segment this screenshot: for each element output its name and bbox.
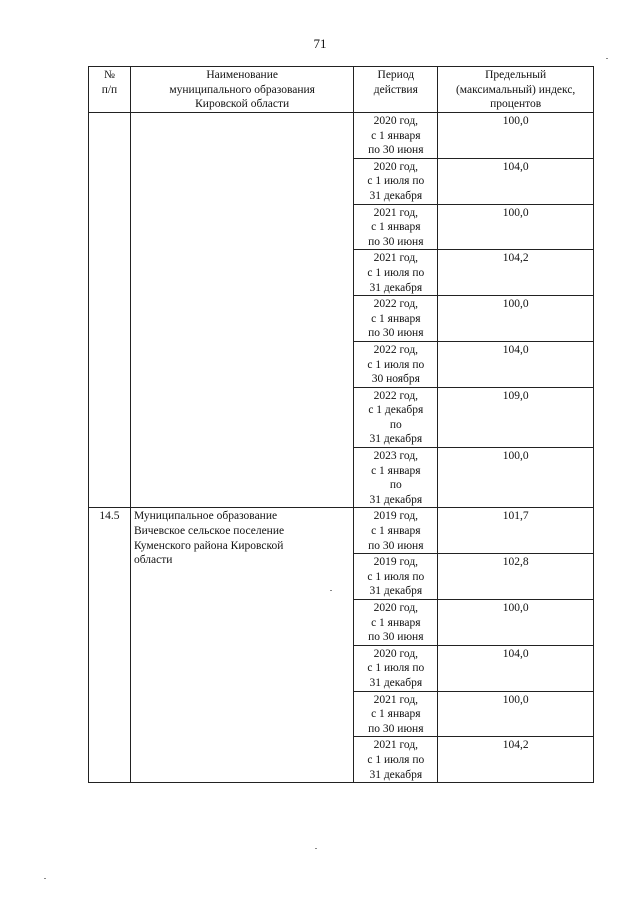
index-value-cell: 100,0 [438, 113, 594, 159]
period-cell: 2022 год, с 1 декабря по 31 декабря [354, 387, 438, 447]
table-row [89, 508, 594, 554]
scan-speck [315, 848, 317, 849]
header-period: Период действия [354, 67, 438, 113]
period-cell: 2023 год, с 1 января по 31 декабря [354, 448, 438, 508]
index-value-cell: 100,0 [438, 296, 594, 342]
period-cell: 2020 год, с 1 января по 30 июня [354, 113, 438, 159]
period-cell: 2020 год, с 1 июля по 31 декабря [354, 645, 438, 691]
index-value-cell: 109,0 [438, 387, 594, 447]
index-value-cell: 104,0 [438, 341, 594, 387]
scan-speck [44, 878, 46, 879]
index-value-cell: 104,0 [438, 158, 594, 204]
index-value-cell: 104,0 [438, 645, 594, 691]
index-value-cell: 100,0 [438, 448, 594, 508]
page-number: 71 [313, 36, 327, 51]
period-cell: 2022 год, с 1 июля по 30 ноября [354, 341, 438, 387]
municipality-name-cell [130, 113, 353, 508]
index-value-cell: 100,0 [438, 204, 594, 250]
row-number-cell [89, 113, 131, 508]
header-index: Предельный (максимальный) индекс, процентов [438, 67, 594, 113]
municipality-name-cell: Муниципальное образование Вичевское сельское поселение Куменского района Кировской области [130, 508, 353, 783]
index-value-cell: 100,0 [438, 600, 594, 646]
period-cell: 2021 год, с 1 июля по 31 декабря [354, 737, 438, 783]
scan-speck [330, 590, 332, 591]
period-cell: 2020 год, с 1 января по 30 июня [354, 600, 438, 646]
period-cell: 2021 год, с 1 июля по 31 декабря [354, 250, 438, 296]
row-number-cell: 14.5 [89, 508, 131, 783]
period-cell: 2021 год, с 1 января по 30 июня [354, 691, 438, 737]
period-cell: 2020 год, с 1 июля по 31 декабря [354, 158, 438, 204]
index-value-cell: 102,8 [438, 554, 594, 600]
period-cell: 2021 год, с 1 января по 30 июня [354, 204, 438, 250]
period-cell: 2019 год, с 1 июля по 31 декабря [354, 554, 438, 600]
header-number: № п/п [89, 67, 131, 113]
scan-speck [606, 58, 608, 59]
index-value-cell: 100,0 [438, 691, 594, 737]
table-row [89, 113, 594, 159]
period-cell: 2019 год, с 1 января по 30 июня [354, 508, 438, 554]
period-cell: 2022 год, с 1 января по 30 июня [354, 296, 438, 342]
table-body [89, 113, 594, 783]
index-value-cell: 104,2 [438, 250, 594, 296]
tariff-index-table [88, 66, 594, 783]
index-value-cell: 104,2 [438, 737, 594, 783]
table-header-row [89, 67, 594, 113]
index-value-cell: 101,7 [438, 508, 594, 554]
header-municipality: Наименование муниципального образования Кировской области [130, 67, 353, 113]
